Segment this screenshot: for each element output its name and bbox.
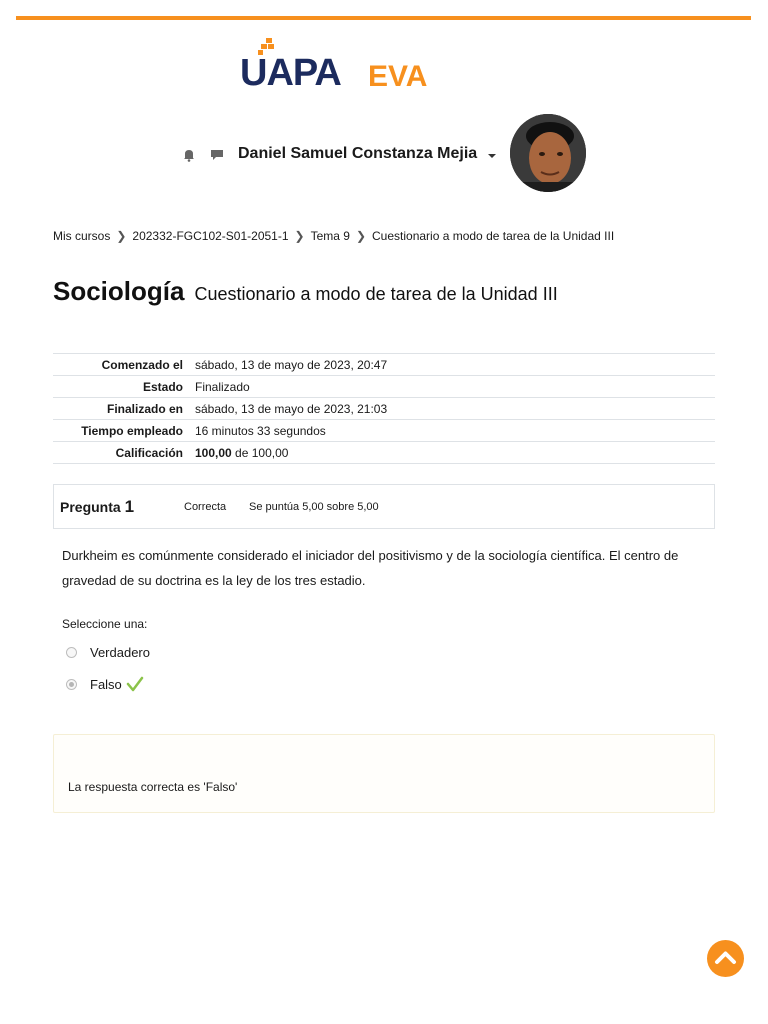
table-row [53, 420, 715, 442]
summary-value: sábado, 13 de mayo de 2023, 20:47 [191, 354, 715, 376]
logo-eva-text: EVA [368, 60, 428, 93]
radio-button[interactable] [66, 647, 77, 658]
option-label: Falso [90, 677, 122, 692]
radio-button-selected[interactable] [66, 679, 77, 690]
avatar[interactable] [510, 114, 586, 192]
chevron-right-icon: ❯ [294, 229, 305, 243]
top-accent-bar [16, 16, 751, 20]
question-number [60, 497, 134, 517]
chevron-right-icon: ❯ [116, 229, 127, 243]
uapa-eva-logo[interactable] [240, 38, 450, 94]
user-name[interactable]: Daniel Samuel Constanza Mejia [238, 145, 478, 162]
table-row [53, 376, 715, 398]
page-title [53, 276, 558, 307]
back-to-top-button[interactable] [707, 940, 744, 977]
grade-total: de 100,00 [231, 445, 289, 460]
option-label: Verdadero [90, 645, 150, 660]
feedback-box [53, 734, 715, 813]
question-state: Correcta [184, 501, 227, 513]
user-menu[interactable] [180, 114, 600, 194]
correct-answer-text: La respuesta correcta es 'Falso' [68, 780, 238, 794]
breadcrumb-my-courses[interactable]: Mis cursos [53, 229, 111, 243]
summary-label: Tiempo empleado [53, 420, 191, 442]
attempt-summary-table [53, 353, 715, 464]
breadcrumb-quiz[interactable]: Cuestionario a modo de tarea de la Unidad III [372, 229, 615, 243]
summary-label: Estado [53, 376, 191, 398]
logo-uapa-text: UAPA [240, 52, 341, 94]
correct-check-icon [126, 675, 144, 693]
avatar-image [510, 114, 586, 192]
summary-label: Comenzado el [53, 354, 191, 376]
chevron-up-icon [707, 940, 744, 977]
course-name: Sociología [53, 276, 185, 306]
table-row [53, 442, 715, 464]
table-row [53, 398, 715, 420]
answer-prompt: Seleccione una: [62, 617, 148, 631]
question-info [53, 484, 715, 529]
messages-icon[interactable] [210, 148, 224, 162]
summary-value: 16 minutos 33 segundos [191, 420, 715, 442]
table-row [53, 354, 715, 376]
chevron-right-icon: ❯ [355, 229, 366, 243]
summary-label: Calificación [53, 442, 191, 464]
question-label: Pregunta [60, 499, 121, 515]
breadcrumb [53, 229, 614, 243]
question-num: 1 [124, 497, 135, 516]
question-text: Durkheim es comúnmente considerado el iniciador del positivismo y de la sociología científica. El centro de gravedad de su doctrina es la ley de los tres estadio. [62, 548, 679, 588]
summary-label: Finalizado en [53, 398, 191, 420]
breadcrumb-topic[interactable]: Tema 9 [310, 229, 350, 243]
quiz-title: Cuestionario a modo de tarea de la Unidad III [194, 284, 558, 304]
notification-bell-icon[interactable] [182, 148, 196, 162]
grade-score: 100,00 [195, 445, 232, 460]
question-grade: Se puntúa 5,00 sobre 5,00 [249, 501, 379, 513]
summary-value: sábado, 13 de mayo de 2023, 21:03 [191, 398, 715, 420]
breadcrumb-course-code[interactable]: 202332-FGC102-S01-2051-1 [132, 229, 289, 243]
summary-value [191, 442, 715, 464]
chevron-down-icon[interactable] [488, 154, 496, 158]
summary-value: Finalizado [191, 376, 715, 398]
